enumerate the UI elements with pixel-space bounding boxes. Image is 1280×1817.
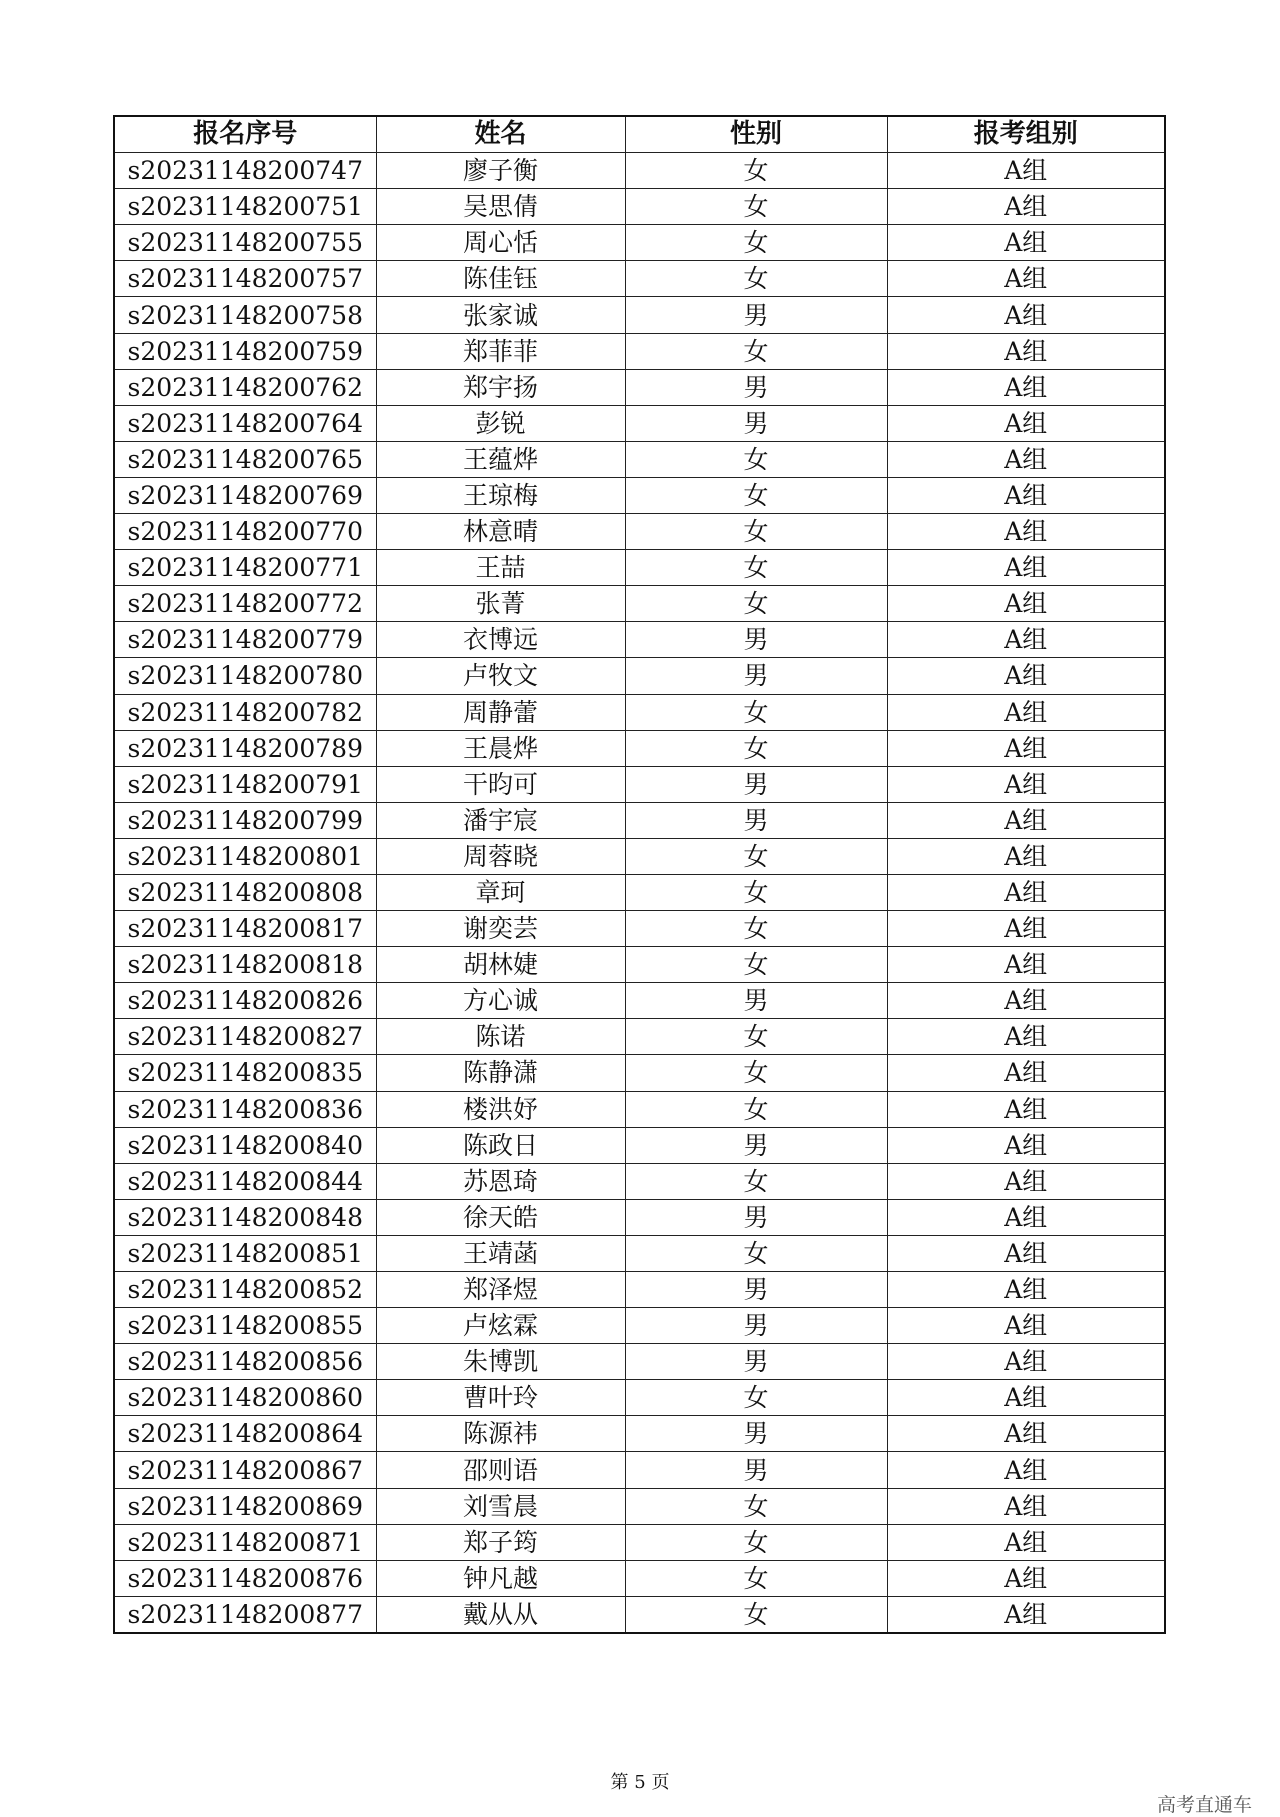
table-row <box>114 874 1165 910</box>
cell-name: 王蕴烨 <box>376 441 625 477</box>
cell-gender: 女 <box>625 838 887 874</box>
cell-name: 廖子衡 <box>376 153 625 189</box>
cell-gender: 男 <box>625 622 887 658</box>
table-row <box>114 1163 1165 1199</box>
cell-name: 郑泽煜 <box>376 1272 625 1308</box>
cell-registration-no: s20231148200876 <box>114 1560 376 1596</box>
cell-registration-no: s20231148200762 <box>114 369 376 405</box>
table-row <box>114 189 1165 225</box>
cell-registration-no: s20231148200789 <box>114 730 376 766</box>
cell-registration-no: s20231148200755 <box>114 225 376 261</box>
table-row <box>114 766 1165 802</box>
table-row <box>114 441 1165 477</box>
cell-name: 陈源祎 <box>376 1416 625 1452</box>
table-row <box>114 550 1165 586</box>
cell-registration-no: s20231148200827 <box>114 1019 376 1055</box>
cell-name: 林意晴 <box>376 514 625 550</box>
table-row <box>114 225 1165 261</box>
cell-name: 戴从从 <box>376 1596 625 1633</box>
cell-registration-no: s20231148200771 <box>114 550 376 586</box>
cell-name: 朱博凯 <box>376 1344 625 1380</box>
cell-registration-no: s20231148200860 <box>114 1380 376 1416</box>
cell-gender: 男 <box>625 1308 887 1344</box>
cell-registration-no: s20231148200808 <box>114 874 376 910</box>
cell-group: A组 <box>887 1560 1165 1596</box>
roster-body <box>114 153 1165 1633</box>
cell-gender: 男 <box>625 658 887 694</box>
cell-name: 周静蕾 <box>376 694 625 730</box>
cell-gender: 女 <box>625 261 887 297</box>
table-row <box>114 838 1165 874</box>
table-row <box>114 297 1165 333</box>
cell-gender: 女 <box>625 1380 887 1416</box>
cell-group: A组 <box>887 586 1165 622</box>
cell-group: A组 <box>887 441 1165 477</box>
cell-group: A组 <box>887 297 1165 333</box>
cell-group: A组 <box>887 550 1165 586</box>
roster-table <box>113 115 1166 1634</box>
cell-name: 彭锐 <box>376 405 625 441</box>
table-row <box>114 586 1165 622</box>
table-row <box>114 730 1165 766</box>
cell-group: A组 <box>887 911 1165 947</box>
table-row <box>114 1380 1165 1416</box>
cell-registration-no: s20231148200791 <box>114 766 376 802</box>
cell-group: A组 <box>887 947 1165 983</box>
cell-gender: 男 <box>625 802 887 838</box>
table-row <box>114 1596 1165 1633</box>
cell-gender: 男 <box>625 1199 887 1235</box>
cell-registration-no: s20231148200855 <box>114 1308 376 1344</box>
table-row <box>114 1019 1165 1055</box>
cell-group: A组 <box>887 766 1165 802</box>
cell-group: A组 <box>887 730 1165 766</box>
cell-name: 陈静潇 <box>376 1055 625 1091</box>
cell-name: 吴思倩 <box>376 189 625 225</box>
cell-name: 方心诚 <box>376 983 625 1019</box>
cell-registration-no: s20231148200864 <box>114 1416 376 1452</box>
cell-group: A组 <box>887 261 1165 297</box>
cell-registration-no: s20231148200851 <box>114 1235 376 1271</box>
brand-label: 高考直通车 <box>1156 1794 1252 1816</box>
cell-registration-no: s20231148200835 <box>114 1055 376 1091</box>
header-name: 姓名 <box>376 116 625 153</box>
cell-name: 陈佳钰 <box>376 261 625 297</box>
cell-registration-no: s20231148200758 <box>114 297 376 333</box>
cell-group: A组 <box>887 189 1165 225</box>
cell-gender: 女 <box>625 514 887 550</box>
cell-gender: 女 <box>625 911 887 947</box>
cell-registration-no: s20231148200782 <box>114 694 376 730</box>
cell-group: A组 <box>887 694 1165 730</box>
cell-registration-no: s20231148200779 <box>114 622 376 658</box>
cell-group: A组 <box>887 153 1165 189</box>
cell-name: 王喆 <box>376 550 625 586</box>
cell-name: 王晨烨 <box>376 730 625 766</box>
header-gender: 性别 <box>625 116 887 153</box>
cell-registration-no: s20231148200840 <box>114 1127 376 1163</box>
cell-gender: 女 <box>625 1019 887 1055</box>
cell-gender: 男 <box>625 1344 887 1380</box>
cell-registration-no: s20231148200780 <box>114 658 376 694</box>
table-row <box>114 1091 1165 1127</box>
cell-gender: 女 <box>625 730 887 766</box>
cell-gender: 女 <box>625 1524 887 1560</box>
table-row <box>114 1416 1165 1452</box>
cell-registration-no: s20231148200769 <box>114 477 376 513</box>
cell-registration-no: s20231148200764 <box>114 405 376 441</box>
cell-gender: 女 <box>625 874 887 910</box>
cell-registration-no: s20231148200759 <box>114 333 376 369</box>
roster-sheet <box>113 115 1164 1634</box>
cell-gender: 女 <box>625 1163 887 1199</box>
cell-group: A组 <box>887 622 1165 658</box>
cell-name: 胡林婕 <box>376 947 625 983</box>
cell-name: 王琼梅 <box>376 477 625 513</box>
table-row <box>114 1127 1165 1163</box>
cell-name: 卢炫霖 <box>376 1308 625 1344</box>
cell-group: A组 <box>887 983 1165 1019</box>
table-row <box>114 1272 1165 1308</box>
table-row <box>114 947 1165 983</box>
cell-name: 王靖菡 <box>376 1235 625 1271</box>
cell-registration-no: s20231148200856 <box>114 1344 376 1380</box>
cell-gender: 男 <box>625 405 887 441</box>
cell-group: A组 <box>887 874 1165 910</box>
cell-group: A组 <box>887 802 1165 838</box>
cell-name: 周蓉晓 <box>376 838 625 874</box>
cell-gender: 男 <box>625 1127 887 1163</box>
cell-group: A组 <box>887 1596 1165 1633</box>
table-row <box>114 802 1165 838</box>
table-row <box>114 1235 1165 1271</box>
table-row <box>114 1344 1165 1380</box>
cell-name: 衣博远 <box>376 622 625 658</box>
cell-registration-no: s20231148200818 <box>114 947 376 983</box>
cell-registration-no: s20231148200751 <box>114 189 376 225</box>
table-row <box>114 405 1165 441</box>
header-group: 报考组别 <box>887 116 1165 153</box>
cell-registration-no: s20231148200844 <box>114 1163 376 1199</box>
cell-name: 钟凡越 <box>376 1560 625 1596</box>
cell-group: A组 <box>887 1272 1165 1308</box>
cell-name: 郑子筠 <box>376 1524 625 1560</box>
cell-gender: 女 <box>625 1235 887 1271</box>
cell-name: 邵则语 <box>376 1452 625 1488</box>
table-row <box>114 1488 1165 1524</box>
cell-registration-no: s20231148200817 <box>114 911 376 947</box>
cell-name: 刘雪晨 <box>376 1488 625 1524</box>
cell-name: 张家诚 <box>376 297 625 333</box>
cell-registration-no: s20231148200765 <box>114 441 376 477</box>
cell-gender: 男 <box>625 1272 887 1308</box>
table-row <box>114 622 1165 658</box>
cell-name: 楼洪妤 <box>376 1091 625 1127</box>
cell-group: A组 <box>887 1308 1165 1344</box>
cell-group: A组 <box>887 333 1165 369</box>
cell-group: A组 <box>887 1091 1165 1127</box>
cell-name: 卢牧文 <box>376 658 625 694</box>
cell-gender: 女 <box>625 1596 887 1633</box>
cell-group: A组 <box>887 1344 1165 1380</box>
cell-registration-no: s20231148200801 <box>114 838 376 874</box>
cell-gender: 女 <box>625 1560 887 1596</box>
cell-gender: 女 <box>625 1091 887 1127</box>
cell-group: A组 <box>887 1127 1165 1163</box>
cell-group: A组 <box>887 658 1165 694</box>
cell-registration-no: s20231148200871 <box>114 1524 376 1560</box>
cell-registration-no: s20231148200757 <box>114 261 376 297</box>
cell-registration-no: s20231148200848 <box>114 1199 376 1235</box>
cell-name: 干昀可 <box>376 766 625 802</box>
table-row <box>114 369 1165 405</box>
cell-registration-no: s20231148200772 <box>114 586 376 622</box>
cell-name: 张菁 <box>376 586 625 622</box>
cell-name: 苏恩琦 <box>376 1163 625 1199</box>
page-number: 第 5 页 <box>610 1772 670 1793</box>
cell-group: A组 <box>887 369 1165 405</box>
cell-group: A组 <box>887 514 1165 550</box>
table-row <box>114 694 1165 730</box>
table-row <box>114 153 1165 189</box>
cell-gender: 女 <box>625 550 887 586</box>
cell-name: 章珂 <box>376 874 625 910</box>
cell-name: 陈政日 <box>376 1127 625 1163</box>
cell-gender: 女 <box>625 947 887 983</box>
cell-gender: 男 <box>625 369 887 405</box>
cell-group: A组 <box>887 838 1165 874</box>
cell-name: 徐天皓 <box>376 1199 625 1235</box>
cell-gender: 女 <box>625 441 887 477</box>
table-row <box>114 1199 1165 1235</box>
cell-gender: 男 <box>625 297 887 333</box>
cell-group: A组 <box>887 1199 1165 1235</box>
table-row <box>114 983 1165 1019</box>
cell-group: A组 <box>887 1380 1165 1416</box>
cell-name: 周心恬 <box>376 225 625 261</box>
table-row <box>114 514 1165 550</box>
cell-name: 郑宇扬 <box>376 369 625 405</box>
cell-gender: 女 <box>625 333 887 369</box>
cell-name: 陈诺 <box>376 1019 625 1055</box>
table-row <box>114 333 1165 369</box>
table-row <box>114 261 1165 297</box>
cell-name: 郑菲菲 <box>376 333 625 369</box>
cell-registration-no: s20231148200770 <box>114 514 376 550</box>
cell-gender: 女 <box>625 153 887 189</box>
cell-group: A组 <box>887 1163 1165 1199</box>
header-registration-no: 报名序号 <box>114 116 376 153</box>
table-row <box>114 1452 1165 1488</box>
cell-name: 潘宇宸 <box>376 802 625 838</box>
cell-group: A组 <box>887 477 1165 513</box>
cell-registration-no: s20231148200867 <box>114 1452 376 1488</box>
cell-gender: 女 <box>625 694 887 730</box>
table-row <box>114 1308 1165 1344</box>
cell-group: A组 <box>887 1416 1165 1452</box>
cell-name: 谢奕芸 <box>376 911 625 947</box>
cell-group: A组 <box>887 225 1165 261</box>
cell-name: 曹叶玲 <box>376 1380 625 1416</box>
cell-gender: 女 <box>625 477 887 513</box>
table-row <box>114 1560 1165 1596</box>
cell-gender: 女 <box>625 1055 887 1091</box>
cell-group: A组 <box>887 405 1165 441</box>
cell-gender: 男 <box>625 983 887 1019</box>
table-row <box>114 911 1165 947</box>
cell-gender: 女 <box>625 189 887 225</box>
cell-registration-no: s20231148200799 <box>114 802 376 838</box>
table-row <box>114 658 1165 694</box>
table-header-row <box>114 116 1165 153</box>
cell-gender: 男 <box>625 1452 887 1488</box>
cell-registration-no: s20231148200877 <box>114 1596 376 1633</box>
cell-group: A组 <box>887 1235 1165 1271</box>
cell-group: A组 <box>887 1055 1165 1091</box>
cell-group: A组 <box>887 1488 1165 1524</box>
cell-gender: 女 <box>625 1488 887 1524</box>
cell-group: A组 <box>887 1452 1165 1488</box>
cell-gender: 女 <box>625 586 887 622</box>
cell-gender: 男 <box>625 766 887 802</box>
cell-group: A组 <box>887 1019 1165 1055</box>
table-row <box>114 1524 1165 1560</box>
cell-registration-no: s20231148200852 <box>114 1272 376 1308</box>
cell-registration-no: s20231148200826 <box>114 983 376 1019</box>
table-row <box>114 477 1165 513</box>
cell-registration-no: s20231148200869 <box>114 1488 376 1524</box>
cell-registration-no: s20231148200836 <box>114 1091 376 1127</box>
cell-gender: 男 <box>625 1416 887 1452</box>
cell-gender: 女 <box>625 225 887 261</box>
cell-group: A组 <box>887 1524 1165 1560</box>
table-row <box>114 1055 1165 1091</box>
cell-registration-no: s20231148200747 <box>114 153 376 189</box>
